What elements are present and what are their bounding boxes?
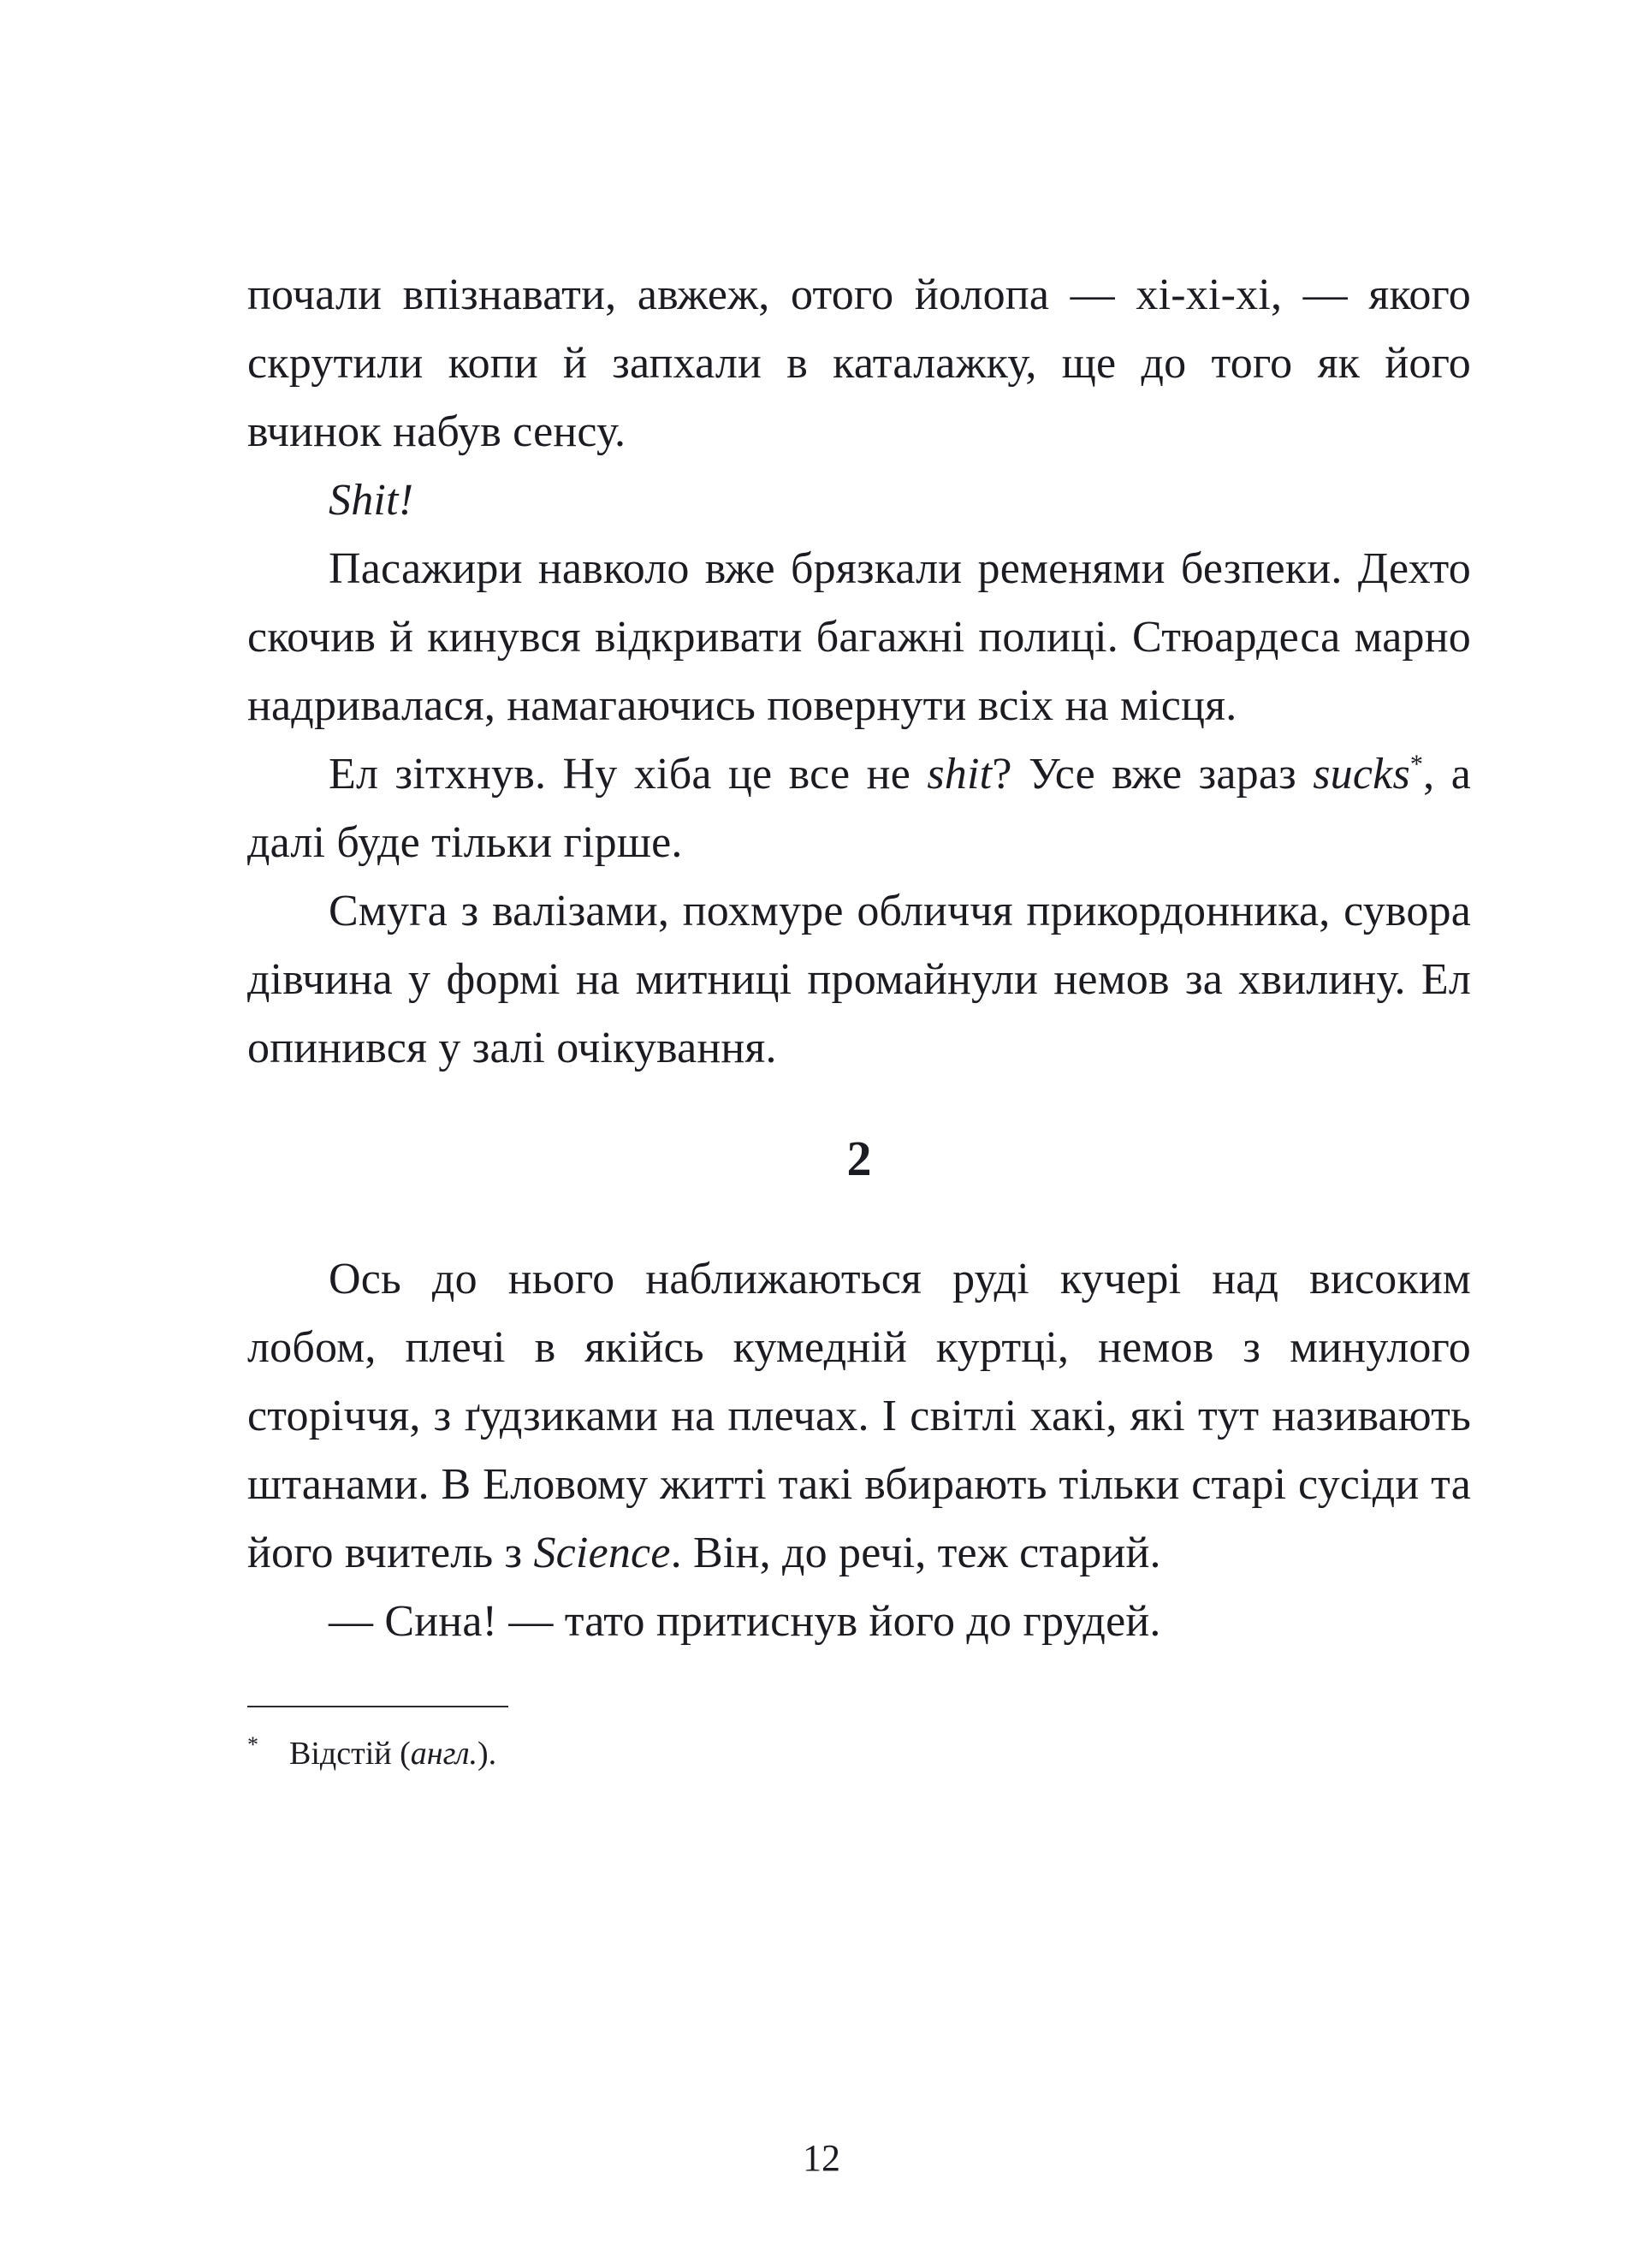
- text-run: Пасажири навколо вже брязкали ременями безпеки. Дехто скочив й кинувся відкривати багажні полиці. Стюардеса марно надривалася, намагаючись повернути всіх на місця.: [247, 544, 1471, 730]
- paragraph: [247, 877, 1471, 1083]
- chapter-heading: 2: [846, 1131, 872, 1186]
- italic-text-run: Shit!: [329, 476, 414, 525]
- text-run: ? Усе вже зараз: [992, 750, 1314, 799]
- footnote-text-runs: [289, 1736, 496, 1772]
- italic-text-run: shit: [927, 750, 993, 799]
- text-run: . Він, до речі, теж старий.: [670, 1529, 1161, 1577]
- footnote: [247, 1706, 1471, 1775]
- text-run: Ось до нього наближаються руді кучері над високим лобом, плечі в якійсь кумедній куртці, немов з минулого сторіччя, з ґудзиками на плечах. І світлі хакі, які тут називають штанами. В Еловому житті такі вбирають тільки старі сусіди та його вчитель з: [247, 1255, 1471, 1577]
- text-run: ).: [477, 1736, 497, 1772]
- text-run: — Сина! — тато притиснув його до грудей.: [329, 1597, 1161, 1646]
- paragraphs-before-heading: [247, 261, 1471, 1083]
- text-run: почали впізнавати, авжеж, отого йолопа — хі-хі-хі, — якого скрутили копи й запхали в каталажку, ще до того як його вчинок набув сенсу.: [247, 270, 1471, 456]
- paragraphs-after-heading: [247, 1245, 1471, 1656]
- italic-text-run: англ.: [410, 1736, 478, 1772]
- text-run: , а далі буде тільки гірше.: [247, 750, 1472, 867]
- paragraph: [247, 1588, 1471, 1656]
- text-run: Смуга з валізами, похмуре обличчя прикордонника, сувора дівчина у формі на митниці промайнули немов за хвилину. Ел опинився у залі очікування.: [247, 887, 1471, 1072]
- footnote-text: * Відстій (англ.).: [247, 1732, 497, 1772]
- paragraph: [247, 740, 1471, 877]
- superscript-marker: *: [1409, 749, 1424, 779]
- text-run: Відстій (: [289, 1736, 411, 1772]
- text-run: Ел зітхнув. Ну хіба це все не: [329, 750, 928, 799]
- paragraph: [247, 1245, 1471, 1588]
- paragraph: [247, 466, 1471, 535]
- paragraph: [247, 261, 1471, 466]
- paragraph: [247, 535, 1471, 740]
- italic-text-run: Science: [533, 1529, 671, 1577]
- footnote-divider: [247, 1706, 508, 1707]
- text-block: [247, 261, 1471, 1775]
- page-number: 12: [803, 2137, 840, 2179]
- italic-text-run: sucks: [1313, 750, 1410, 799]
